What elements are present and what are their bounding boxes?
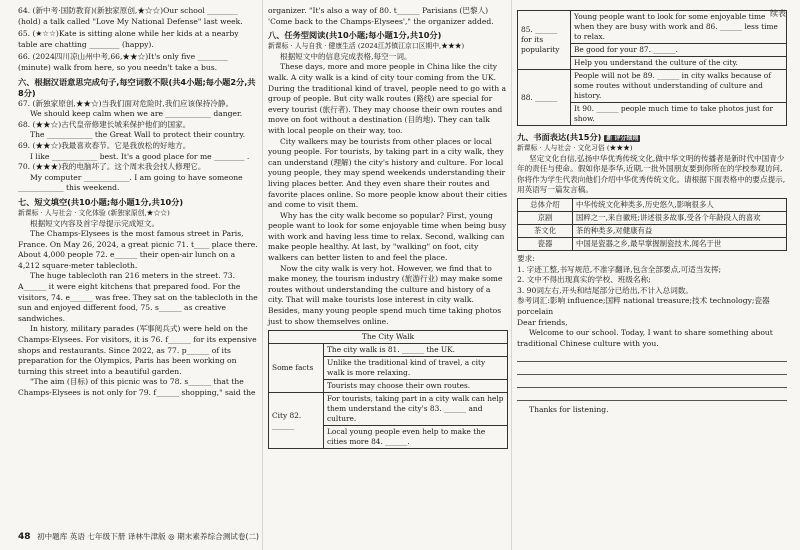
- requirement-item: 1. 字迹工整,书写规范,不准字翻译,包含全部要点,可适当发挥;: [517, 264, 722, 274]
- letter-greeting: Dear friends,: [517, 317, 568, 327]
- section-7-heading: 七、短文填空(共10小题;每小题1分,共10分): [18, 196, 184, 207]
- table-cell: It 90. ______ people much time to take photos just for show.: [571, 103, 787, 126]
- vocabulary-hint: 参考词汇:影响 influence;国粹 national treasure;技术 technology;瓷器 porcelain: [517, 296, 770, 316]
- passage-paragraph: The huge tablecloth ran 216 meters in the street. 73. A______ it were eight kitchens that prepared food. For the visitors, 74. e______ was free. They sat on the tablecloth in the sun and enjoyed different food, 75. s______ as creative sandwiches.: [18, 271, 258, 323]
- question-68-blank: The ____________ the Great Wall to protect their country.: [30, 130, 246, 140]
- requirement-item: 2. 文中不得出现真实的学校、班级名称;: [517, 275, 651, 285]
- scoring-badge: 新 评分细则: [606, 135, 639, 142]
- table-cell: Help you understand the culture of the city.: [571, 57, 787, 70]
- table-cell: People will not be 89. ______ in city walks because of some routes without understanding of culture and history.: [571, 70, 787, 103]
- column-left: [18, 6, 258, 399]
- reading-paragraph: These days, more and more people in China like the city walk. A city walk is a kind of city tour coming from the UK. During the traditional kind of travel, people need to go with a group of people. But city walk routes (路线) are special for every tourist (旅行者). They may choose their own routes and move on foot without a destination (目的地). They can talk with local people on their way, too.: [268, 62, 507, 135]
- section-9-heading: [517, 132, 787, 143]
- answer-line[interactable]: [517, 362, 787, 375]
- page-footer: [18, 531, 259, 542]
- section-7-tag: 新课标 · 人与社会 · 文化体验 (新独家原创,★☆☆): [18, 208, 170, 217]
- table-row-label: 88. ______: [518, 70, 571, 126]
- requirement-item: 3. 90词左右,开头和结尾部分已给出,不计入总词数。: [517, 285, 694, 295]
- table-value: 中国是瓷器之乡,最早掌握制瓷技术,闻名于世: [573, 237, 787, 250]
- question-69-blank: I like ____________ best. It's a good place for me ________ .: [30, 151, 250, 161]
- column-divider: [511, 0, 512, 550]
- table-title: The City Walk: [269, 331, 508, 344]
- passage-paragraph: organizer. "It's also a way of 80. t______ Parisians (巴黎人) 'Come back to the Champs-Elysees'," the organizer added.: [268, 6, 494, 26]
- question-67: 67. (新独家原创,★★☆)当我们面对危险时,我们应该保持冷静。: [18, 98, 234, 108]
- answer-line[interactable]: [517, 388, 787, 401]
- question-64: 64. (新中考·国防教育)(新独家原创,★☆☆)Our school ________ (hold) a talk called "Love My National Defense" last week.: [18, 6, 243, 26]
- table-value: 茶的种类多,对健康有益: [573, 224, 787, 237]
- question-70: 70. (★★★)我的电脑坏了。这个周末我会找人修理它。: [18, 162, 206, 172]
- question-70-blank: My computer ____________. I am going to have someone ____________ this weekend.: [18, 172, 243, 193]
- table-cell: Be good for your 87. ______.: [571, 44, 787, 57]
- letter-closing: Thanks for listening.: [529, 405, 609, 415]
- city-walk-table: [268, 330, 508, 449]
- reading-paragraph: Why has the city walk become so popular? First, young people want to look for some enjoyable time when being busy with work and having less time to relax. Second, walking can make people healthy. At last, by "walking" on foot, city walkers can better listen to and feel the place.: [268, 210, 507, 263]
- table-row-label: Some facts: [269, 344, 324, 393]
- table-cell: Young people want to look for some enjoyable time when they are busy with work and 86. ______ less time to relax.: [571, 11, 787, 44]
- section-9-title: 九、书面表达(共15分): [517, 132, 602, 142]
- continued-label: 续表: [770, 9, 786, 18]
- column-right: [517, 6, 787, 416]
- question-67-blank: We should keep calm when we are ____________ danger.: [30, 109, 243, 119]
- table-value: 中华传统文化种类多,历史悠久,影响很多人: [573, 198, 787, 211]
- question-68: 68. (★★☆)古代皇帝修建长城来保护他们的国家。: [18, 119, 191, 129]
- section-8-heading: 八、任务型阅读(共10小题;每小题1分,共10分): [268, 30, 442, 41]
- column-middle: [268, 6, 508, 449]
- question-65: 65. (★☆☆)Kate is sitting alone while her kids at a nearby table are chatting ________ (happy).: [18, 29, 239, 49]
- question-69: 69. (★★☆)我最喜欢春节。它是我放松的好地方。: [18, 140, 191, 150]
- column-divider: [262, 0, 263, 550]
- passage-paragraph: The Champs-Elysees is the most famous street in Paris, France. On May 26, 2024, a great picnic 71. t____ place there. About 4,000 people 72. e______ their open-air lunch on a 4,212 square-meter tablecloth.: [18, 229, 258, 270]
- reading-paragraph: City walkers may be tourists from other places or local young people. For tourists, by taking part in a city walk, they can understand (理解) the city's history and culture. For local young people, they may spend weekends understanding their living places better. And they even share their routes and favorite places online. So more people know about their cities and come to visit them.: [268, 136, 508, 210]
- table-cell: Local young people even help to make the cities more 84. ______.: [324, 426, 508, 449]
- city-walk-table-continued: [517, 10, 787, 126]
- culture-points-table: [517, 198, 787, 251]
- table-key: 瓷器: [518, 237, 573, 250]
- section-8-tag: 新课标 · 人与自我 · 健康生活 (2024江苏镇江京口区期中,★★★): [268, 42, 465, 51]
- reading-paragraph: Now the city walk is very hot. However, we find that to make money, the tourism industry (旅游行业) may make some routes without understanding the culture and history of a city. That will make tourists lose interest in city walk. Besides, many young people spend much time taking photos just to show themselves online.: [268, 263, 503, 326]
- table-cell: For tourists, taking part in a city walk can help them understand the city's 83. ______ and culture.: [324, 393, 508, 426]
- table-cell: The city walk is 81. ______ the UK.: [324, 344, 508, 357]
- page-number: 48: [18, 532, 31, 542]
- table-key: 总体介绍: [518, 198, 573, 211]
- section-7-instruction: 根据短文内容及首字母提示完成短文。: [30, 218, 160, 228]
- requirements-title: 要求:: [517, 253, 535, 263]
- table-row-label: City 82. ______: [269, 393, 324, 449]
- letter-opening: Welcome to our school. Today, I want to share something about traditional Chinese culture with you.: [517, 328, 773, 348]
- section-9-tag: 新课标 · 人与社会 · 文化习俗 (★★★): [517, 144, 633, 152]
- table-key: 京剧: [518, 211, 573, 224]
- footer-text: 初中题库 英语 七年级下册 译林牛津版 ◎ 期末素养综合测试卷(二): [36, 532, 260, 541]
- section-6-heading: 六、根据汉语意思完成句子,每空词数不限(共4小题;每小题2分,共8分): [18, 76, 256, 98]
- table-value: 国粹之一,来自徽班;讲述很多故事,受各个年龄段人的喜欢: [573, 211, 787, 224]
- table-key: 茶文化: [518, 224, 573, 237]
- section-8-instruction: 根据短文中的信息完成表格,每空一词。: [280, 51, 412, 61]
- passage-paragraph: "The aim (目标) of this picnic was to 78. s______ that the Champs-Elysees is not only for 79. f______ shopping," said the: [18, 377, 256, 397]
- question-66: 66. (2024四川凉山州中考,66,★★☆)It's only five ________ (minute) walk from here, so you needn't take a bus.: [18, 52, 228, 72]
- table-cell: Unlike the traditional kind of travel, a city walk is more relaxing.: [324, 357, 508, 380]
- passage-paragraph: In history, military parades (军事阅兵式) were held on the Champs-Elysees. For visitors, it is 76. f______ for its expensive shops and restaurants. Since 2022, as 77. p______ of its preparation for the Olympics, Paris has been working on turning this street into a beautiful garden.: [18, 324, 257, 376]
- answer-line[interactable]: [517, 375, 787, 388]
- table-row-label: 85. ______ for its popularity: [518, 11, 571, 70]
- writing-prompt: 坚定文化自信,弘扬中华优秀传统文化,做中华文明的传播者是新时代中国青少年的责任与使命。假如你是李华,近期,一批外国朋友要到你所在的学校参观访问,你将作为学生代表向他们介绍中华优秀传统文化。请根据下面表格中的要点提示,用英语写一篇发言稿。: [517, 153, 786, 195]
- table-cell: Tourists may choose their own routes.: [324, 380, 508, 393]
- answer-line[interactable]: [517, 349, 787, 362]
